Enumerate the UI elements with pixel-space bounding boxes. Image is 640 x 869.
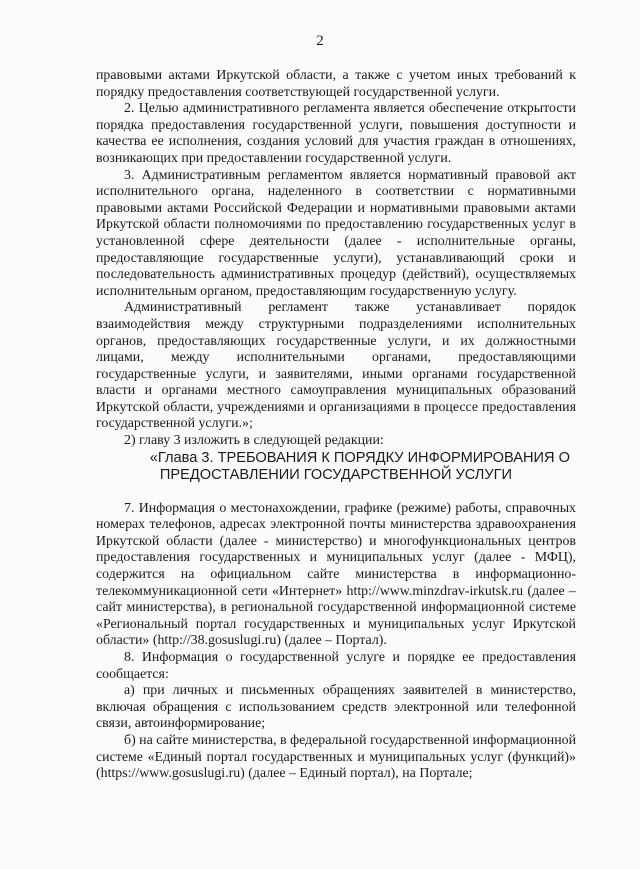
- chapter-heading-line-2: ПРЕДОСТАВЛЕНИИ ГОСУДАРСТВЕННОЙ УСЛУГИ: [159, 467, 513, 484]
- paragraph: правовыми актами Иркутской области, а также с учетом иных требований к порядку предоставления соответствующей государственной услуги.: [96, 68, 576, 100]
- paragraph: 2. Целью административного регламента является обеспечение открытости порядка предоставления государственной услуги, повышения доступности и качества ее исполнения, создания условий для участия граждан в отношениях, возникающих при предоставлении государственной услуги.: [96, 101, 576, 166]
- paragraph: 2) главу 3 изложить в следующей редакции:: [124, 433, 384, 449]
- paragraph: 8. Информация о государственной услуге и порядке ее предоставления сообщается:: [96, 650, 576, 682]
- document-body: [96, 68, 576, 783]
- paragraph: 3. Административным регламентом является нормативный правовой акт исполнительного органа, наделенного в соответствии с нормативными правовыми актами Российской Федерации и нормативными правовыми актами Иркутской области полномочиями по предоставлению государственных услуг в установленной сфере деятельности (далее - исполнительные органы, предоставляющие государственные услуги), устанавливающий сроки и последовательность административных процедур (действий), осуществляемых исполнительным органом, предоставляющим государственную услугу.: [96, 167, 576, 299]
- section-spacer: [96, 485, 576, 501]
- paragraph: Административный регламент также устанавливает порядок взаимодействия между структурными подразделениями исполнительных органов, предоставляющих государственные услуги, и их должностными лицами, между исполнительными органами, предоставляющими государственные услуги, и заявителями, иными органами государственной власти и органами местного самоуправления муниципальных образований Иркутской области, учреждениями и организациями в процессе предоставления государственной услуги.»;: [96, 300, 576, 432]
- paragraph: 7. Информация о местонахождении, графике (режиме) работы, справочных номерах телефонов, адресах электронной почты министерства здравоохранения Иркутской области (далее - министерство) и многофункциональных центров предоставления государственных и муниципальных услуг (далее - МФЦ), содержится на официальном сайте министерства в информационно-телекоммуникационной сети «Интернет» http://www.minzdrav-irkutsk.ru (далее – сайт министерства), в региональной государственной информационной системе «Региональный портал государственных и муниципальных услуг Иркутской области» (http://38.gosuslugi.ru) (далее – Портал).: [96, 500, 576, 649]
- chapter-heading: [96, 450, 576, 485]
- paragraph: а) при личных и письменных обращениях заявителей в министерство, включая обращения с использованием средств электронной или телефонной связи, автоинформирование;: [96, 683, 576, 732]
- page-number: 2: [316, 33, 324, 49]
- chapter-heading-line-1: «Глава 3. ТРЕБОВАНИЯ К ПОРЯДКУ ИНФОРМИРОВАНИЯ О: [149, 449, 570, 466]
- paragraph: б) на сайте министерства, в федеральной государственной информационной системе «Единый портал государственных и муниципальных услуг (функций)» (https://www.gosuslugi.ru) (далее – Единый портал), на Портале;: [96, 732, 577, 782]
